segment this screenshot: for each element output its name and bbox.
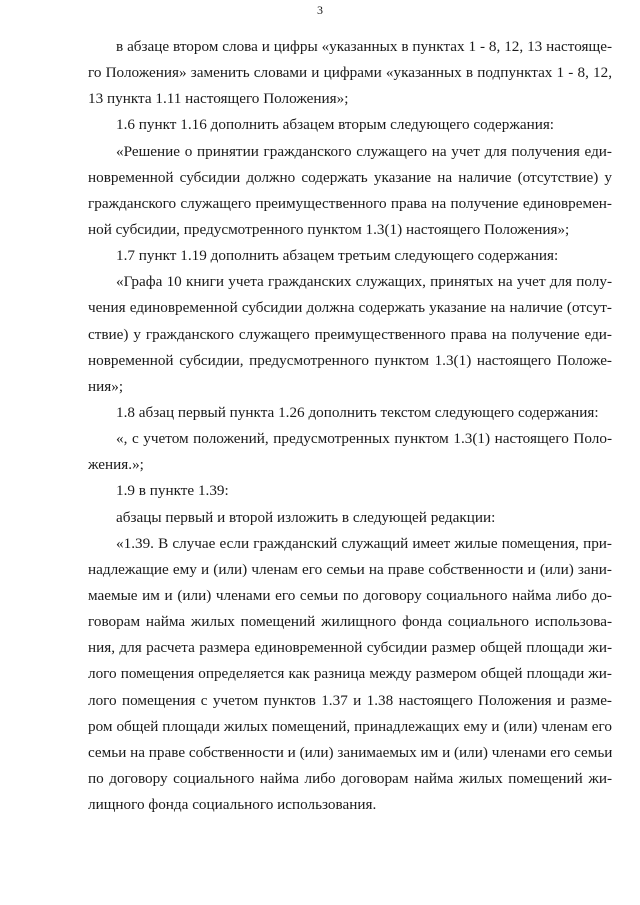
text-line: го Положения» заменить словами и цифрами «указанных в подпунктах 1 - 8, 12, xyxy=(88,64,612,82)
text-line: 1.8 абзац первый пункта 1.26 дополнить текстом следующего содержания: xyxy=(116,403,599,421)
text-line: 1.9 в пункте 1.39: xyxy=(116,482,229,500)
text-line: говорам найма жилых помещений жилищного фонда социального использова- xyxy=(88,613,612,631)
text-line: ной субсидии, предусмотренного пунктом 1.3(1) настоящего Положения»; xyxy=(88,220,570,238)
text-line: ствие) у гражданского служащего преимущественного права на получение еди- xyxy=(88,325,612,343)
text-line: по договору социального найма либо договорам найма жилых помещений жи- xyxy=(88,769,612,787)
text-line: «Графа 10 книги учета гражданских служащих, принятых на учет для полу- xyxy=(116,273,612,291)
text-line: «, с учетом положений, предусмотренных пунктом 1.3(1) настоящего Поло- xyxy=(116,430,612,448)
text-line: 13 пункта 1.11 настоящего Положения»; xyxy=(88,90,349,108)
text-line: семьи на праве собственности и (или) занимаемых им и (или) членами его семьи xyxy=(88,743,613,761)
text-line: надлежащие ему и (или) членам его семьи на праве собственности и (или) зани- xyxy=(88,560,612,578)
text-line: «1.39. В случае если гражданский служащий имеет жилые помещения, при- xyxy=(116,534,612,552)
text-line: «Решение о принятии гражданского служащего на учет для получения еди- xyxy=(116,142,612,160)
text-line: ния, для расчета размера единовременной субсидии размер общей площади жи- xyxy=(88,639,612,657)
text-line: абзацы первый и второй изложить в следующей редакции: xyxy=(116,508,496,526)
text-line: лого помещения с учетом пунктов 1.37 и 1.38 настоящего Положения и разме- xyxy=(88,691,612,709)
document-body xyxy=(88,34,612,818)
text-line: чения единовременной субсидии должна содержать указание на наличие (отсут- xyxy=(88,299,612,317)
text-line: маемые им и (или) членами его семьи по договору социального найма либо до- xyxy=(88,586,612,604)
text-line: ния»; xyxy=(88,377,124,395)
text-line: 1.6 пункт 1.16 дополнить абзацем вторым следующего содержания: xyxy=(116,116,555,134)
page-number: 3 xyxy=(317,3,323,17)
text-line: новременной субсидии, предусмотренного пунктом 1.3(1) настоящего Положе- xyxy=(88,351,612,369)
text-line: новременной субсидии должно содержать указание на наличие (отсутствие) у xyxy=(88,168,612,186)
text-line: лого помещения определяется как разница между размером общей площади жи- xyxy=(88,665,612,683)
text-line: в абзаце втором слова и цифры «указанных в пунктах 1 - 8, 12, 13 настояще- xyxy=(116,38,612,55)
text-line: 1.7 пункт 1.19 дополнить абзацем третьим следующего содержания: xyxy=(116,247,559,265)
text-line: гражданского служащего преимущественного права на получение единовремен- xyxy=(88,194,612,212)
text-line: жения.»; xyxy=(88,456,144,474)
text-line: лищного фонда социального использования. xyxy=(88,796,377,814)
text-line: ром общей площади жилых помещений, принадлежащих ему и (или) членам его xyxy=(88,717,612,735)
